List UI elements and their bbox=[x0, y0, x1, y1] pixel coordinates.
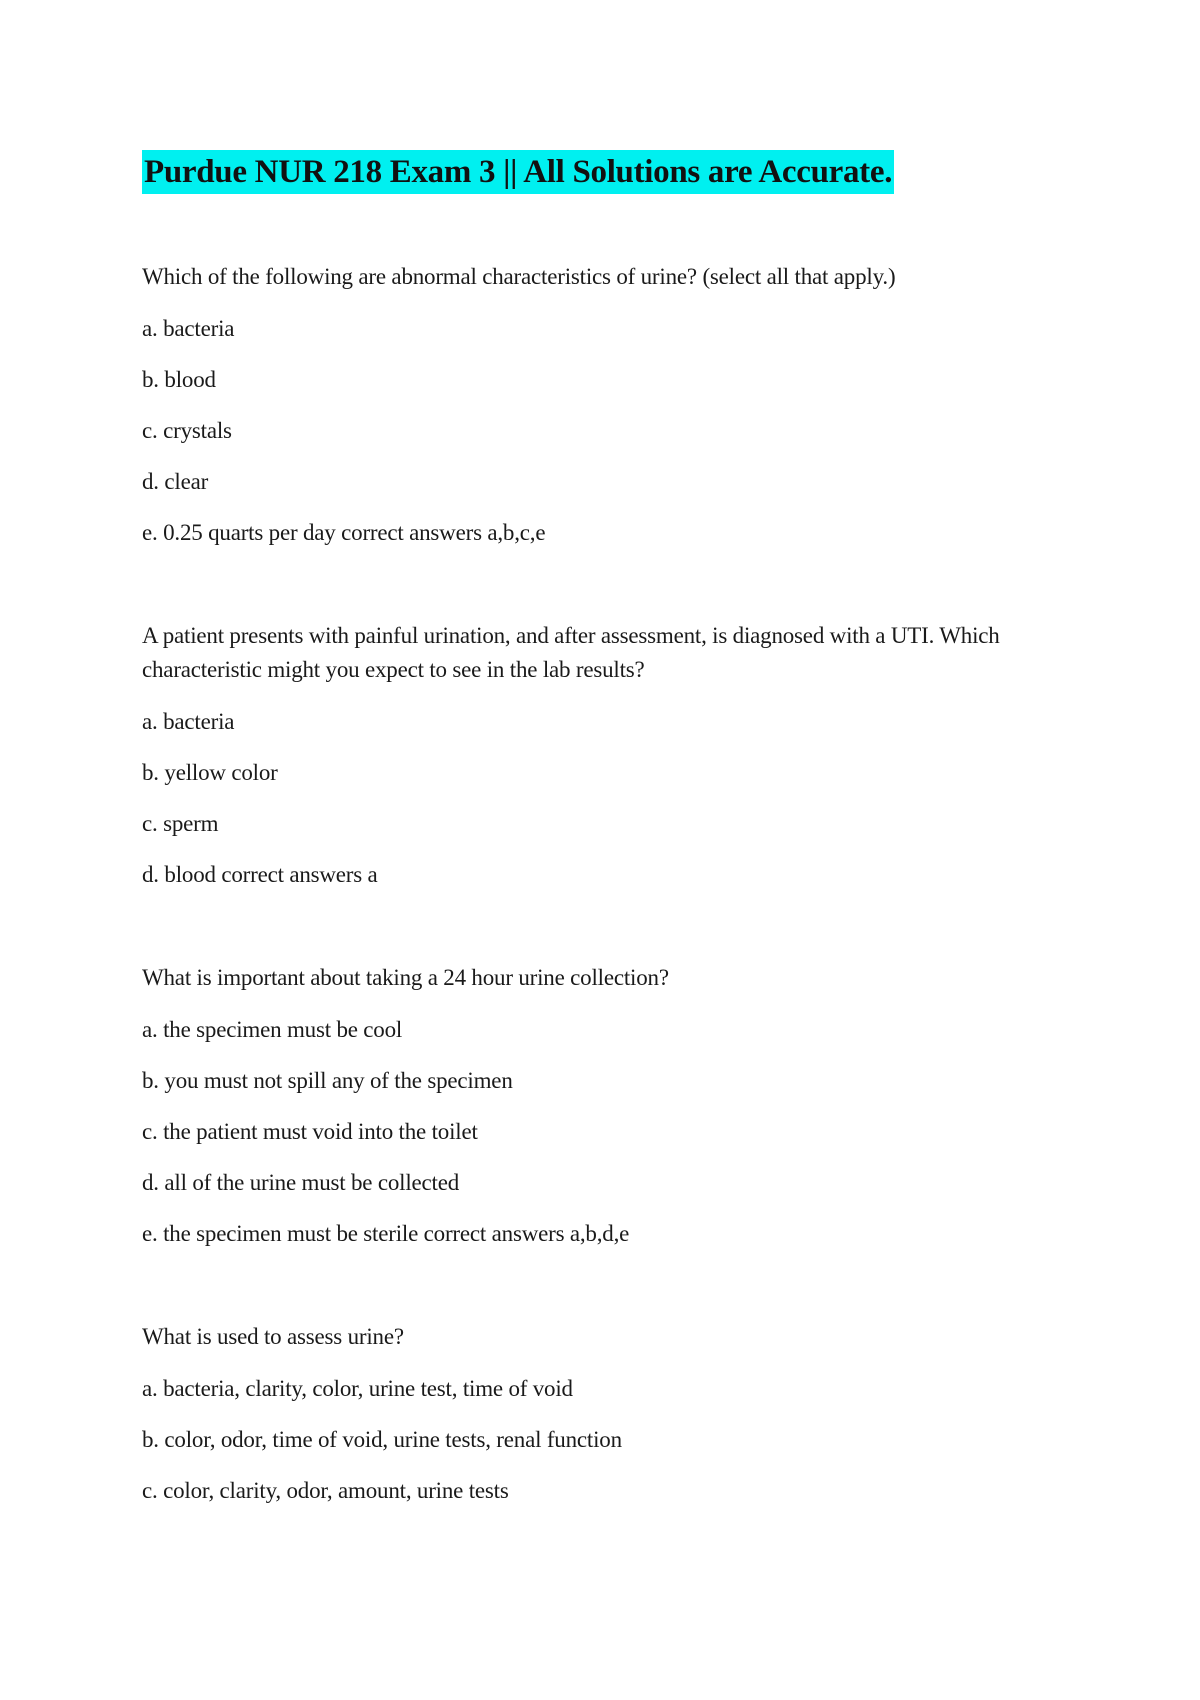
answer-option: b. you must not spill any of the specimen bbox=[142, 1068, 513, 1093]
question-4 bbox=[142, 1320, 1072, 1508]
answer-option: c. crystals bbox=[142, 418, 232, 443]
answer-option: c. sperm bbox=[142, 811, 219, 836]
answer-option: b. yellow color bbox=[142, 760, 278, 785]
answer-option: a. the specimen must be cool bbox=[142, 1017, 403, 1042]
question-text: Which of the following are abnormal characteristics of urine? (select all that apply.) bbox=[142, 264, 896, 289]
answer-option: d. clear bbox=[142, 469, 209, 494]
question-text: What is important about taking a 24 hour urine collection? bbox=[142, 965, 669, 990]
question-text: A patient presents with painful urination, and after assessment, is diagnosed with a UTI. Which characteristic might you expect to see in the lab results? bbox=[142, 623, 1000, 682]
answer-option: e. the specimen must be sterile correct answers a,b,d,e bbox=[142, 1221, 630, 1246]
answer-option: a. bacteria, clarity, color, urine test, time of void bbox=[142, 1376, 573, 1401]
answer-option: a. bacteria bbox=[142, 316, 235, 341]
answer-option: d. blood correct answers a bbox=[142, 862, 378, 887]
answer-option: c. the patient must void into the toilet bbox=[142, 1119, 478, 1144]
question-3 bbox=[142, 961, 1072, 1251]
document-title: Purdue NUR 218 Exam 3 || All Solutions are Accurate. bbox=[142, 150, 894, 194]
question-1 bbox=[142, 260, 1072, 550]
answer-option: b. blood bbox=[142, 367, 216, 392]
answer-option: b. color, odor, time of void, urine tests, renal function bbox=[142, 1427, 622, 1452]
answer-option: a. bacteria bbox=[142, 709, 235, 734]
question-text: What is used to assess urine? bbox=[142, 1324, 404, 1349]
question-2 bbox=[142, 619, 1072, 892]
answer-option: c. color, clarity, odor, amount, urine tests bbox=[142, 1478, 509, 1503]
answer-option: d. all of the urine must be collected bbox=[142, 1170, 460, 1195]
answer-option: e. 0.25 quarts per day correct answers a,b,c,e bbox=[142, 520, 546, 545]
document-page bbox=[142, 150, 1072, 1525]
